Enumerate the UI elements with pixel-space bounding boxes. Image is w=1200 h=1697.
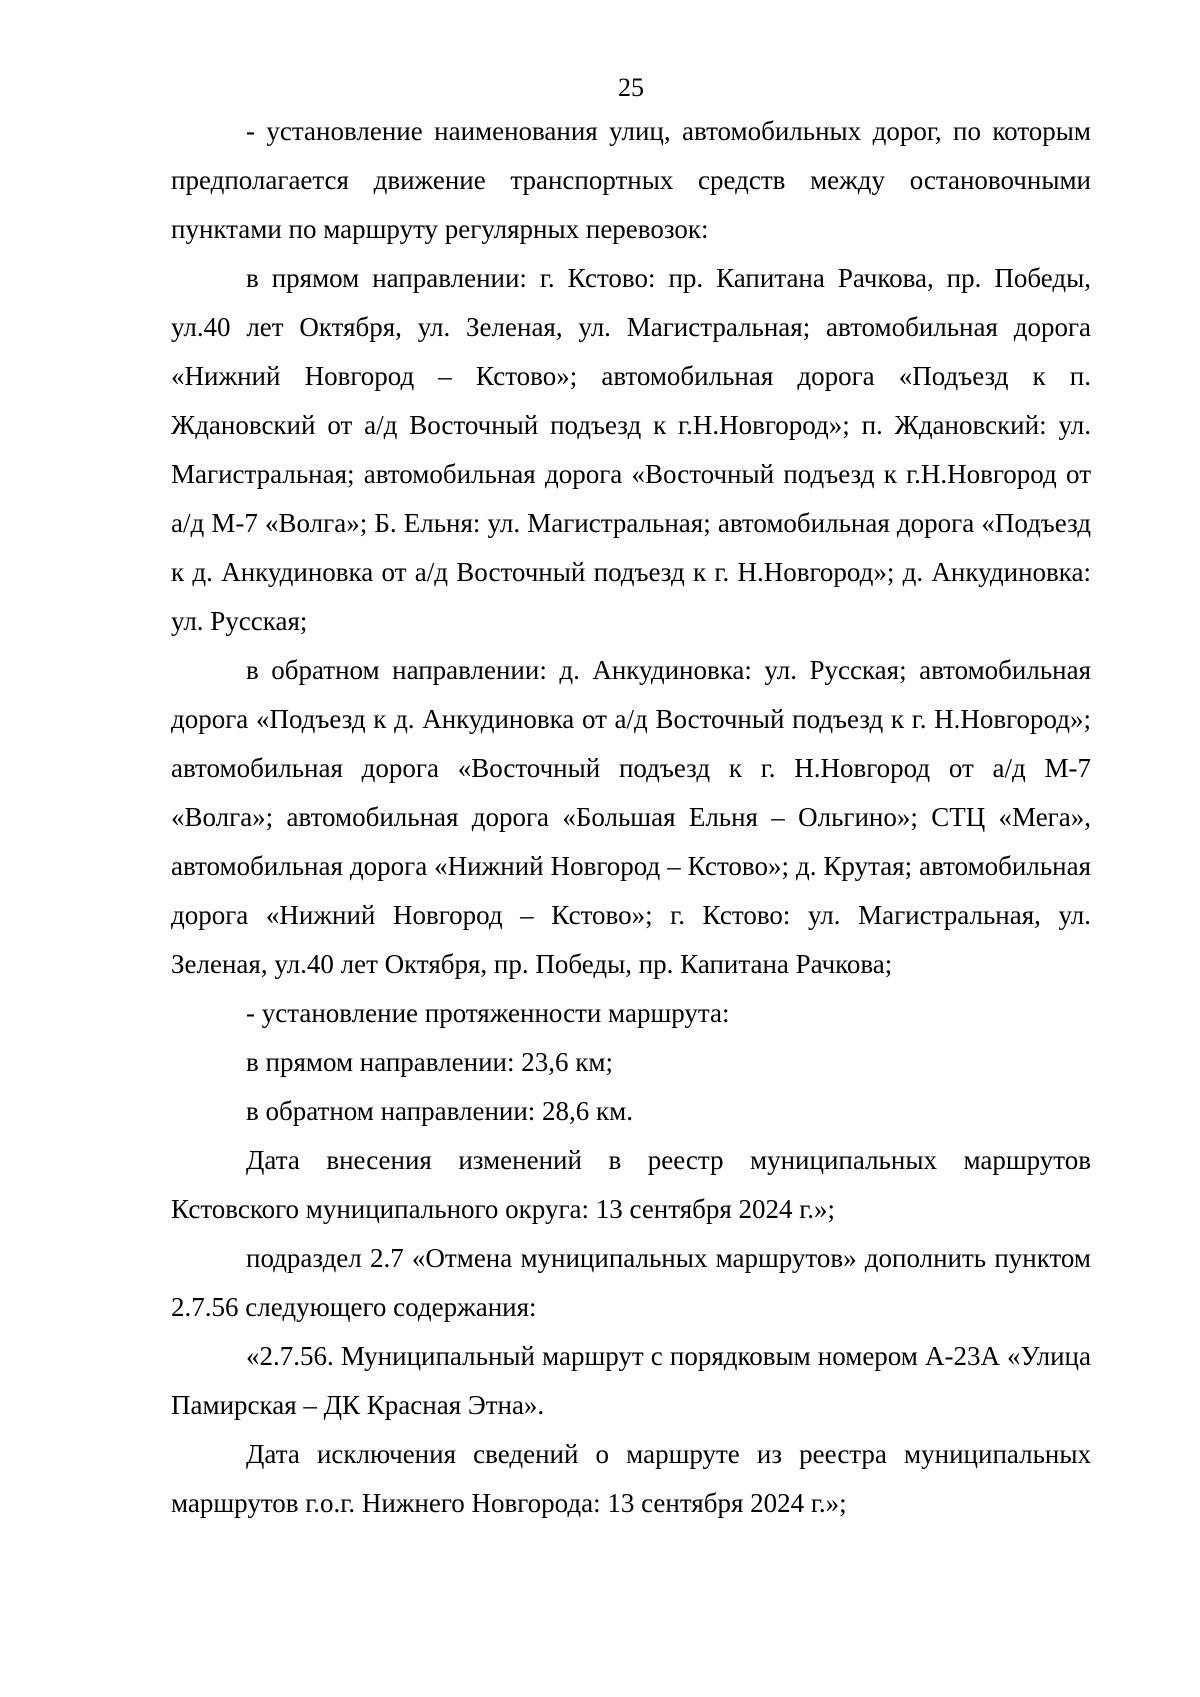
paragraph-reverse-route: в обратном направлении: д. Анкудиновка: ул. Русская; автомобильная дорога «Подъезд к д. Анкудиновка от а/д Восточный подъезд к г. Н.Новгород»; автомобильная дорога «Восточный подъезд к г. Н.Новгород от а/д М-7 «Волга»; автомобильная дорога «Большая Ельня – Ольгино»; СТЦ «Мега», автомобильная дорога «Нижний Новгород – Кстово»; д. Крутая; автомобильная дорога «Нижний Новгород – Кстово»; г. Кстово: ул. Магистральная, ул. Зеленая, ул.40 лет Октября, пр. Победы, пр. Капитана Рачкова; xyxy=(171,655,1091,979)
paragraph-reverse-length: в обратном направлении: 28,6 км. xyxy=(246,1096,634,1126)
paragraph-route-cancellation: «2.7.56. Муниципальный маршрут с порядковым номером А-23А «Улица Памирская – ДК Красная Этна». xyxy=(171,1341,1091,1420)
paragraph-registry-exclusion-date: Дата исключения сведений о маршруте из реестра муниципальных маршрутов г.о.г. Нижнего Новгорода: 13 сентября 2024 г.»; xyxy=(171,1439,1091,1518)
paragraph-subsection-amendment: подраздел 2.7 «Отмена муниципальных маршрутов» дополнить пунктом 2.7.56 следующего содержания: xyxy=(171,1243,1091,1322)
paragraph-forward-route: в прямом направлении: г. Кстово: пр. Капитана Рачкова, пр. Победы, ул.40 лет Октября, ул. Зеленая, ул. Магистральная; автомобильная дорога «Нижний Новгород – Кстово»; автомобильная дорога «Подъезд к п. Ждановский от а/д Восточный подъезд к г.Н.Новгород»; п. Ждановский: ул. Магистральная; автомобильная дорога «Восточный подъезд к г.Н.Новгород от а/д М-7 «Волга»; Б. Ельня: ул. Магистральная; автомобильная дорога «Подъезд к д. Анкудиновка от а/д Восточный подъезд к г. Н.Новгород»; д. Анкудиновка: ул. Русская; xyxy=(171,263,1091,636)
page-number: 25 xyxy=(618,73,644,102)
document-body xyxy=(171,107,1091,1528)
paragraph-forward-length: в прямом направлении: 23,6 км; xyxy=(246,1047,613,1077)
paragraph-route-length-heading: - установление протяженности маршрута: xyxy=(246,998,730,1028)
paragraph-registry-change-date: Дата внесения изменений в реестр муниципальных маршрутов Кстовского муниципального округа: 13 сентября 2024 г.»; xyxy=(171,1145,1091,1224)
paragraph-street-names-heading: - установление наименования улиц, автомобильных дорог, по которым предполагается движение транспортных средств между остановочными пунктами по маршруту регулярных перевозок: xyxy=(171,116,1091,244)
